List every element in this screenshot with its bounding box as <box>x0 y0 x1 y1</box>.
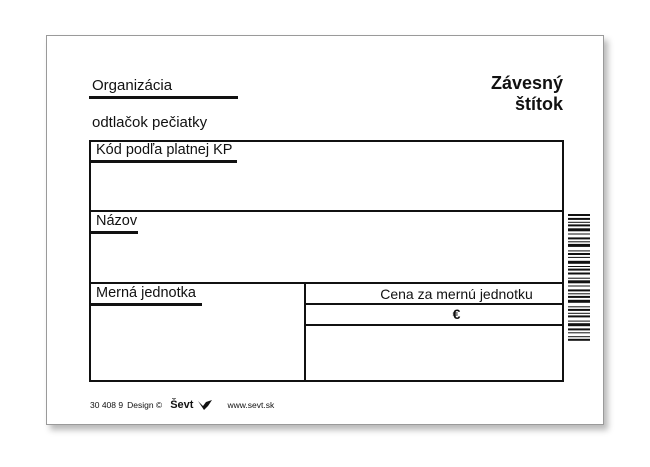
currency-symbol: € <box>452 306 461 322</box>
column-divider <box>304 282 306 380</box>
barcode-bar <box>568 224 590 226</box>
barcode <box>568 214 590 386</box>
price-header-divider <box>304 303 562 305</box>
design-text: Design © <box>127 400 163 410</box>
barcode-bar <box>568 261 590 264</box>
title-line-1: Závesný <box>490 73 563 93</box>
product-code: 30 408 9 <box>90 400 124 410</box>
barcode-bar <box>568 218 590 220</box>
code-field-label: Kód podľa platnej KP <box>96 142 233 158</box>
title-line-2: štítok <box>514 94 563 114</box>
barcode-bar <box>568 237 590 239</box>
barcode-bar <box>568 313 590 314</box>
website-url: www.sevt.sk <box>227 400 275 410</box>
barcode-bar <box>568 222 590 223</box>
barcode-bar <box>568 286 590 287</box>
name-field-underline <box>91 231 138 234</box>
barcode-bar <box>568 214 590 216</box>
organization-underline <box>89 96 238 99</box>
barcode-bar <box>568 241 590 242</box>
barcode-bar <box>568 289 590 291</box>
barcode-bar <box>568 309 590 311</box>
barcode-bar <box>568 273 590 275</box>
barcode-bar <box>568 315 590 317</box>
row-divider-1 <box>91 210 562 212</box>
barcode-bar <box>568 228 590 231</box>
barcode-bar <box>568 234 590 235</box>
organization-label: Organizácia <box>92 77 173 94</box>
label-title <box>491 73 563 115</box>
barcode-bar <box>568 244 590 247</box>
barcode-bar <box>568 293 590 294</box>
barcode-bar <box>568 269 590 271</box>
hanging-label-card <box>46 35 604 425</box>
barcode-bar <box>568 296 590 298</box>
barcode-bar <box>568 323 590 326</box>
unit-field-label: Merná jednotka <box>96 285 196 301</box>
barcode-bar <box>568 253 590 255</box>
barcode-bar <box>568 250 590 251</box>
name-field-label: Názov <box>96 213 138 229</box>
code-field-underline <box>91 160 237 163</box>
barcode-bar <box>568 336 590 337</box>
form-grid <box>89 140 564 382</box>
barcode-bar <box>568 266 590 267</box>
barcode-bar <box>568 280 590 283</box>
brand-logo-text: Ševt <box>170 399 194 411</box>
barcode-bar <box>568 332 590 333</box>
barcode-bar <box>568 300 590 303</box>
barcode-bar <box>568 328 590 330</box>
bird-logo-icon <box>197 399 213 411</box>
unit-field-underline <box>91 303 202 306</box>
row-divider-2 <box>91 282 562 284</box>
barcode-bar <box>568 257 590 258</box>
unit-price-label: Cena za mernú jednotku <box>380 286 533 302</box>
barcode-bar <box>568 306 590 307</box>
currency-row-divider <box>304 324 562 326</box>
barcode-bar <box>568 339 590 341</box>
stamp-label: odtlačok pečiatky <box>92 114 208 131</box>
barcode-bar <box>568 321 590 322</box>
footer <box>90 399 274 411</box>
barcode-bar <box>568 278 590 279</box>
